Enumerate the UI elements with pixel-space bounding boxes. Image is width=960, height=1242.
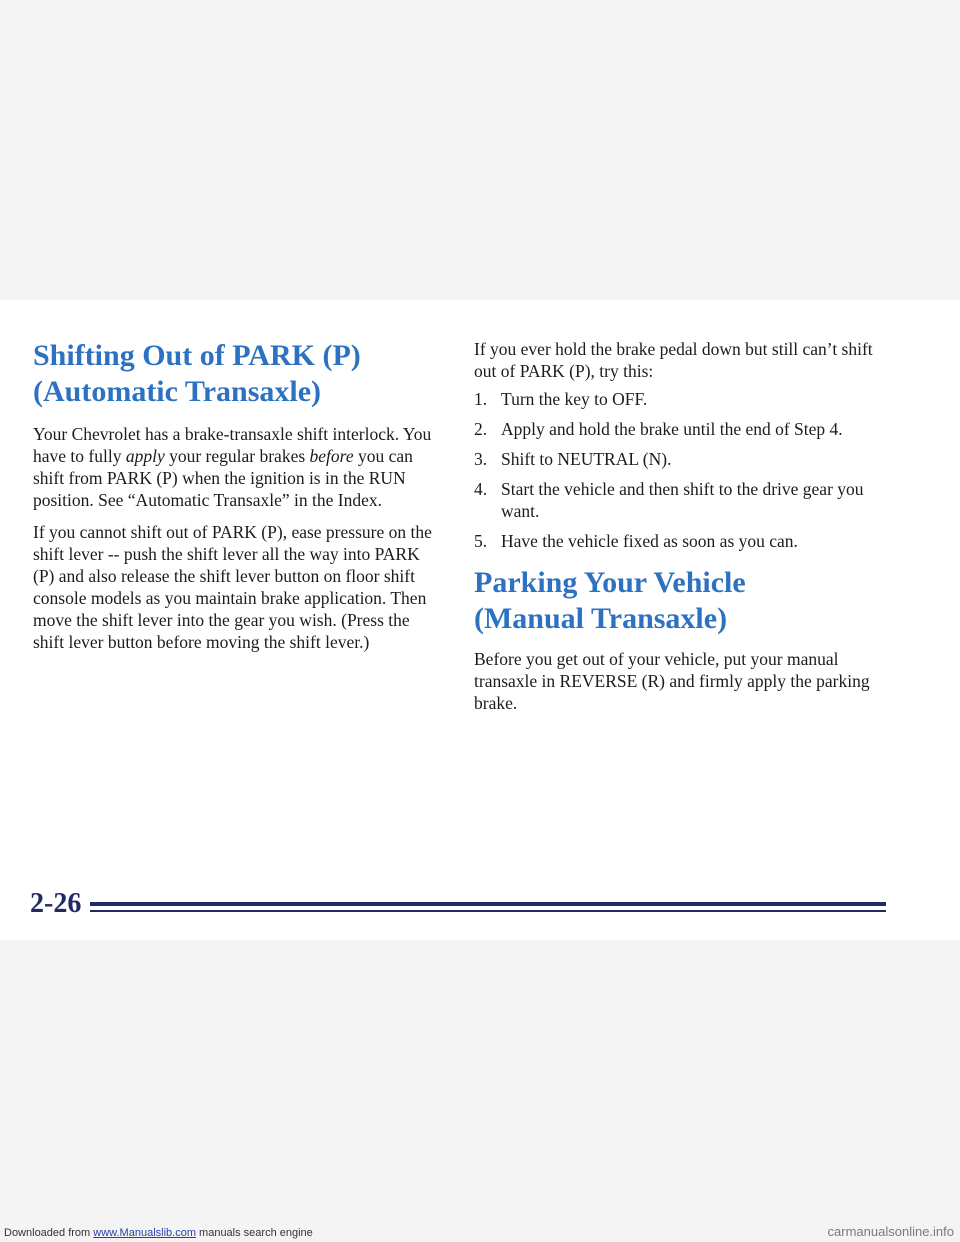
section-heading-shifting-out-of-park — [33, 338, 438, 410]
interlock-paragraph — [33, 423, 438, 511]
paragraph-text: Your Chevrolet has a brake-transaxle shift interlock. You have to fully — [33, 424, 432, 466]
heading-line-1: Parking Your Vehicle — [474, 566, 746, 599]
right-column — [474, 338, 894, 714]
download-banner — [4, 1227, 313, 1240]
try-this-intro: If you ever hold the brake pedal down but still can’t shift out of PARK (P), try this: — [474, 339, 873, 381]
heading-line-2: (Automatic Transaxle) — [33, 375, 322, 408]
emphasis-apply: apply — [125, 446, 165, 466]
manual-transaxle-paragraph: Before you get out of your vehicle, put your manual transaxle in REVERSE (R) and firmly apply the parking brake. — [474, 649, 870, 713]
step-number: 4. — [474, 479, 488, 499]
step-text: Turn the key to OFF. — [501, 389, 648, 409]
step-item — [474, 478, 894, 522]
paragraph-text: your regular brakes — [164, 446, 310, 466]
paragraph-text: you can shift from PARK (P) when the ignition is in the RUN position. See “Automatic Transaxle” in the Index. — [33, 446, 413, 510]
site-watermark: carmanualsonline.info — [827, 1224, 954, 1239]
emphasis-before: before — [309, 446, 354, 466]
step-number: 3. — [474, 449, 488, 469]
step-number: 2. — [474, 419, 488, 439]
footer-rule-thick — [90, 902, 886, 906]
heading-line-1: Shifting Out of PARK (P) — [33, 339, 361, 372]
left-column — [33, 338, 438, 653]
banner-prefix: Downloaded from — [4, 1227, 94, 1239]
step-text: Shift to NEUTRAL (N). — [501, 449, 672, 469]
step-text: Have the vehicle fixed as soon as you can. — [501, 531, 798, 551]
heading-line-2: (Manual Transaxle) — [474, 602, 728, 635]
step-item — [474, 530, 894, 552]
step-text: Start the vehicle and then shift to the drive gear you want. — [501, 479, 864, 521]
step-item — [474, 448, 894, 470]
step-text: Apply and hold the brake until the end of Step 4. — [501, 419, 843, 439]
banner-suffix: manuals search engine — [195, 1227, 313, 1239]
steps-list — [474, 388, 894, 552]
manualslib-link[interactable]: www.Manualslib.com — [93, 1227, 196, 1239]
step-item — [474, 418, 894, 440]
page-number: 2-26 — [30, 888, 82, 919]
section-heading-parking-your-vehicle — [474, 565, 894, 637]
footer-rule-thin — [90, 910, 886, 912]
step-number: 1. — [474, 389, 488, 409]
step-item — [474, 388, 894, 410]
cannot-shift-paragraph: If you cannot shift out of PARK (P), ease pressure on the shift lever -- push the shift lever all the way into PARK (P) and also release the shift lever button on floor shift console models as you maintain brake application. Then move the shift lever into the gear you wish. (Press the shift lever button before moving the shift lever.) — [33, 522, 432, 652]
step-number: 5. — [474, 531, 488, 551]
